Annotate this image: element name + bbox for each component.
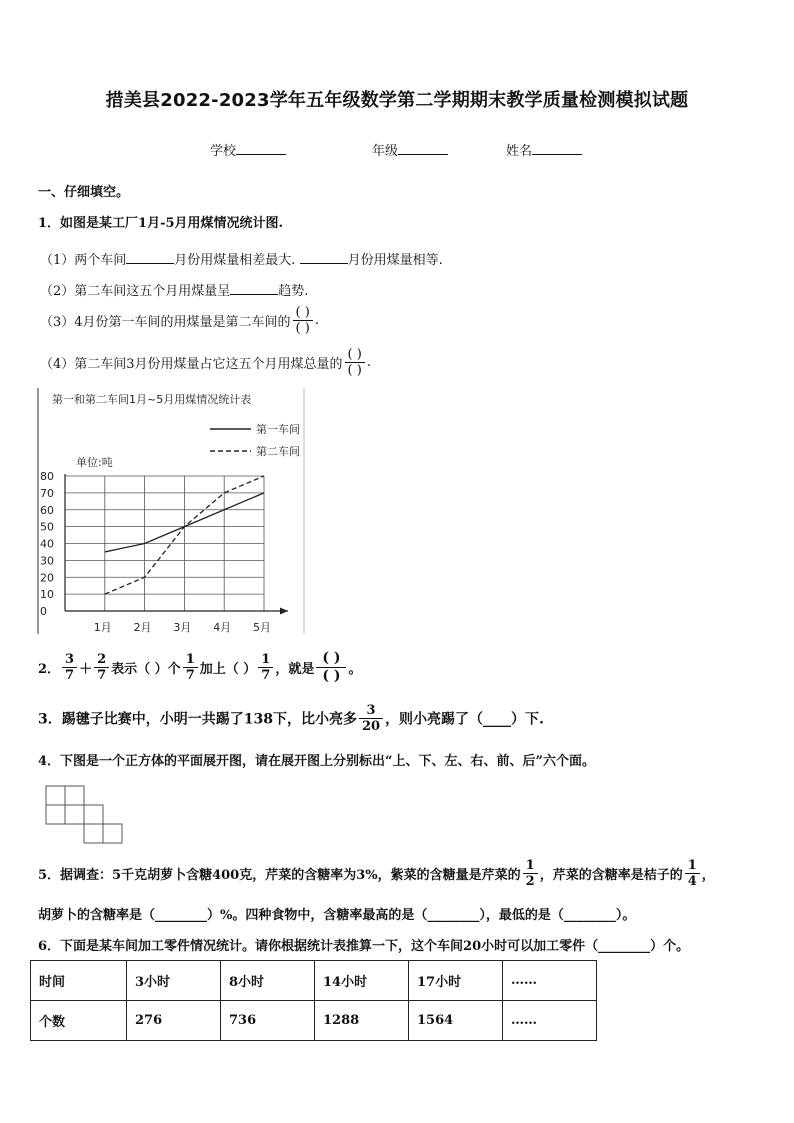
table-cell: 17小时 [409,961,503,1001]
table-cell: 276 [127,1001,221,1041]
name-field[interactable] [506,140,582,159]
q6-text: 6．下面是某车间加工零件情况统计。请你根据统计表推算一下，这个车间20小时可以加工零件（________）个。 [38,939,690,954]
chart-legend [210,422,300,458]
legend-label: 第一车间 [256,423,300,436]
table-row [31,1001,597,1041]
school-label: 学校 [210,144,237,159]
table-cell: 3小时 [127,961,221,1001]
q5-line2: 胡萝卜的含糖率是（________）%。四种食物中，含糖率最高的是（________），最低的是（________）。 [38,908,636,923]
table-cell: 14小时 [315,961,409,1001]
x-tick-label: 1月 [93,621,112,634]
grade-label: 年级 [372,144,399,159]
name-label: 姓名 [506,144,533,159]
legend-label: 第二车间 [256,445,300,458]
q1-part4: （4）第二车间3月份用煤量占它这五个月用煤总量的 $\frac{( )}{( )}$ . [40,347,371,378]
table-cell: 736 [221,1001,315,1041]
cube-net-diagram[interactable] [44,784,126,846]
table-cell: 1564 [409,1001,503,1041]
x-tick-label: 5月 [253,621,271,634]
x-tick-label: 4月 [213,621,232,634]
x-tick-label: 2月 [133,621,152,634]
q1-stem: 1．如图是某工厂1月-5月用煤情况统计图. [38,216,284,231]
q1-part3: （3）4月份第一车间的用煤量是第二车间的 $\frac{( )}{( )}$ . [40,305,319,336]
table-cell: 时间 [31,961,127,1001]
page-title: 措美县2022-2023学年五年级数学第二学期期末教学质量检测模拟试题 [105,90,689,111]
grade-field[interactable] [372,140,448,159]
chart-title: 第一和第二车间1月~5月用煤情况统计表 [52,393,252,406]
q1-blank-2[interactable] [300,251,348,264]
y-tick-label: 70 [40,486,54,500]
q6-table [30,960,597,1041]
table-cell: …… [503,1001,597,1041]
y-tick-label: 80 [40,470,54,483]
q4-text: 4．下图是一个正方体的平面展开图，请在展开图上分别标出“上、下、左、右、前、后”六个面。 [38,754,596,769]
school-field[interactable] [210,140,286,159]
table-cell: 1288 [315,1001,409,1041]
chart-unit-label: 单位:吨 [76,456,113,469]
x-tick-label: 3月 [173,621,192,634]
q3: 3．踢毽子比赛中，小明一共踢了138下，比小亮多 $\frac{3}{20}$ ，则小亮踢了（____）下. [38,703,544,734]
q1-answer-fraction-3[interactable]: $\frac{( )}{( )}$ [293,305,313,336]
y-tick-label: 60 [40,503,54,517]
section-heading: 一、仔细填空。 [38,185,130,200]
y-tick-label: 40 [40,537,54,551]
q1-part2: （2）第二车间这五个月用煤量呈 趋势. [40,284,309,299]
q1-blank-3[interactable] [230,282,278,295]
q5-line1: 5．据调查：5千克胡萝卜含糖400克，芹菜的含糖率为3%，紫菜的含糖量是芹菜的 $\frac{1}{2}$ ，芹菜的含糖率是桔子的 $\frac{1}{4}$ ， [38,858,715,889]
x-axis-arrow [280,608,288,615]
table-cell: 8小时 [221,961,315,1001]
y-tick-label: 20 [40,571,54,585]
q2: 2． $\frac{3}{7}$ ＋ $\frac{2}{7}$ 表示（ ）个 $\frac{1}{7}$ 加上（ ） $\frac{1}{7}$ ，就是 $\frac{( )}{( )}$ 。 [38,650,362,684]
y-tick-label: 0 [40,605,47,618]
y-tick-label: 10 [40,588,54,602]
table-cell: 个数 [31,1001,127,1041]
q2-answer-fraction[interactable]: $\frac{( )}{( )}$ [316,650,346,685]
table-row [31,961,597,1001]
q1-answer-fraction-4[interactable]: $\frac{( )}{( )}$ [345,347,365,378]
q1-blank-1[interactable] [126,251,174,264]
y-tick-label: 50 [40,520,54,534]
q1-part1: （1）两个车间 月份用煤量相差最大. 月份用煤量相等. [40,253,443,268]
table-cell: …… [503,961,597,1001]
coal-usage-line-chart [36,388,308,638]
y-tick-label: 30 [40,554,54,568]
